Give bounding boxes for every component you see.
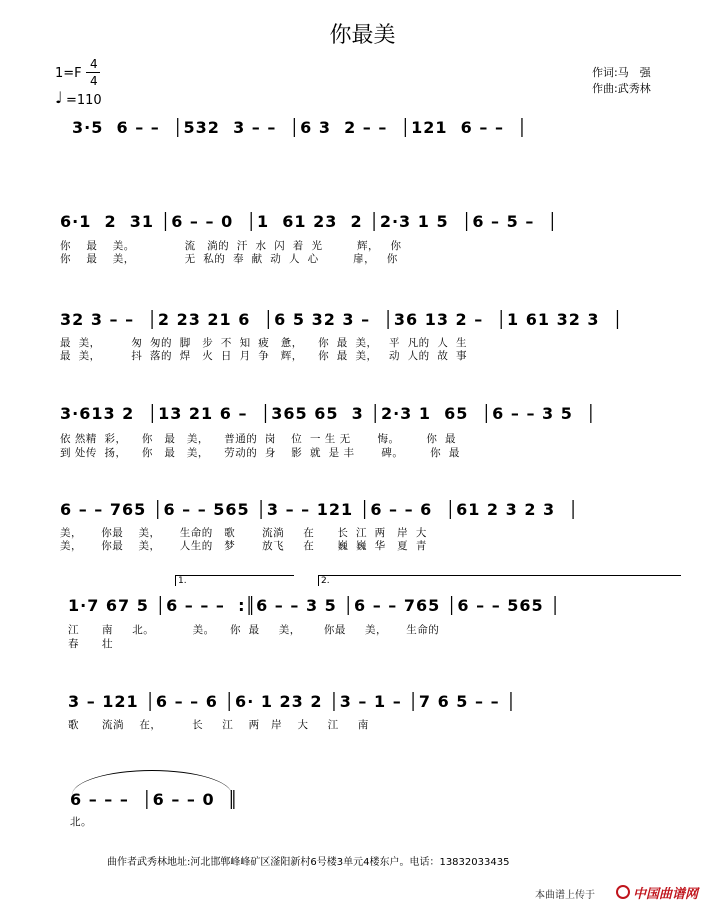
site-logo-text: 中国曲谱网	[633, 887, 699, 902]
lyrics-line-2b: 你 最 美， 无 私的 奉 献 动 人 心 扉， 你	[60, 253, 398, 265]
lyrics-line-3b: 最 美， 抖 落的 焊 火 日 月 争 辉， 你 最 美， 动 人的 故 事	[60, 350, 468, 362]
lyrics-line-8a: 北。	[70, 816, 92, 828]
staff-line-8: 6 – – – │6 – – 0 ║	[70, 790, 239, 809]
upload-note: 本曲谱上传于	[535, 890, 595, 901]
key-signature: 1=F	[55, 66, 82, 81]
staff-line-3: 32 3 – – │2 23 21 6 │6 5 32 3 – │36 13 2 – │1 61 32 3 │	[60, 310, 624, 329]
composer-address: 曲作者武秀林地址:河北邯郸峰峰矿区滏阳新村6号楼3单元4楼东户。电话：13832033435	[107, 857, 510, 868]
staff-line-2: 6·1 2 31 │6 – – 0 │1 61 23 2 │2·3 1 5 │6 – 5 – │	[60, 212, 559, 231]
lyrics-line-2a: 你 最 美。 流 淌的 汗 水 闪 着 光 辉， 你	[60, 240, 402, 252]
staff-line-1: 3·5 6 – – │532 3 – – │6 3 2 – – │121 6 – – │	[72, 118, 528, 137]
logo-mark-icon	[616, 885, 630, 899]
lyricist-credit: 作词:马 强	[592, 66, 651, 79]
time-signature-top: 4	[90, 57, 98, 71]
composer-credit: 作曲:武秀林	[592, 82, 651, 95]
staff-line-7: 3 – 121 │6 – – 6 │6· 1 23 2 │3 – 1 – │7 6 5 – – │	[68, 692, 517, 711]
lyrics-line-3a: 最 美， 匆 匆的 脚 步 不 知 疲 惫， 你 最 美， 平 凡的 人 生	[60, 337, 468, 349]
tempo-marking: =110	[66, 93, 102, 108]
lyrics-line-6a: 江 南 北。 美。 你 最 美， 你最 美， 生命的	[68, 624, 440, 636]
staff-line-6: 1·7 67 5 │6 – – – :║6 – – 3 5 │6 – – 765 │6 – – 565 │	[68, 596, 561, 615]
lyrics-line-5a: 美， 你最 美， 生命的 歌 流淌 在 长 江 两 岸 大	[60, 527, 427, 539]
volta-second-bracket	[318, 575, 681, 586]
time-signature-line	[86, 72, 100, 73]
lyrics-line-4a: 依 然精 彩， 你 最 美， 普通的 岗 位 一 生 无 悔。 你 最	[60, 433, 457, 445]
volta-first-bracket	[175, 575, 294, 586]
staff-line-4: 3·613 2 │13 21 6 – │365 65 3 │2·3 1 65 │6 – – 3 5 │	[60, 404, 597, 423]
lyrics-line-5b: 美， 你最 美， 人生的 梦 放飞 在 巍 巍 华 夏 青	[60, 540, 427, 552]
time-signature-bottom: 4	[90, 74, 98, 88]
site-logo	[616, 883, 698, 902]
lyrics-line-6b: 春 壮	[68, 638, 114, 650]
staff-line-5: 6 – – 765 │6 – – 565 │3 – – 121 │6 – – 6 │61 2 3 2 3 │	[60, 500, 579, 519]
volta-second-label: 2.	[321, 576, 330, 586]
quarter-note-icon: ♩	[55, 88, 63, 107]
page-title: 你最美	[329, 23, 396, 48]
lyrics-line-7a: 歌 流淌 在， 长 江 两 岸 大 江 南	[68, 719, 369, 731]
lyrics-line-4b: 到 处传 扬， 你 最 美， 劳动的 身 影 就 是 丰 碑。 你 最	[60, 447, 460, 459]
volta-first-label: 1.	[178, 576, 187, 586]
